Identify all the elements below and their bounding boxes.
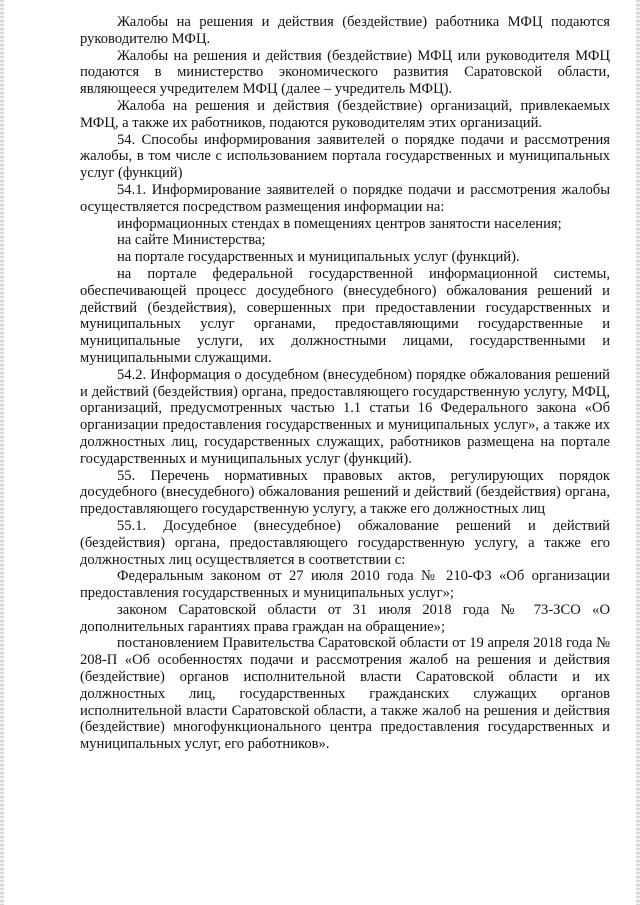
paragraph-resolution-208: постановлением Правительства Саратовской области от 19 апреля 2018 года № 208-П «Об особенностях подачи и рассмотрения жалоб на решения и действия (бездействие) органов исполнительной власти Саратовской области и их должностных лиц, государственных гражданских служащих органов исполнительной власти Саратовской области, а также жалоб на решения и действия (бездействие) многофункционального центра предоставления государственных и муниципальных услуг, его работников». <box>80 635 610 753</box>
scan-edge-left <box>0 0 4 905</box>
document-body <box>80 14 610 753</box>
paragraph-section-54: 54. Способы информирования заявителей о порядке подачи и рассмотрения жалобы, в том числе с использованием портала государственных и муниципальных услуг (функций) <box>80 131 610 182</box>
paragraph-section-55-1: 55.1. Досудебное (внесудебное) обжалование решений и действий (бездействия) органа, предоставляющего государственную услугу, а также его должностных лиц осуществляется в соответствии с: <box>80 517 610 568</box>
paragraph-section-55: 55. Перечень нормативных правовых актов, регулирующих порядок досудебного (внесудебного) обжалования решений и действий (бездействия) органа, предоставляющего государственную услугу, а также его должностных лиц <box>80 467 610 518</box>
paragraph-federal-system: на портале федеральной государственной информационной системы, обеспечивающей процесс досудебного (внесудебного) обжалования решений и действий (бездействия), совершенных при предоставлении государственных и муниципальных услуг органами, предоставляющими государственные и муниципальные услуги, их должностными лицами, государственными и муниципальными служащими. <box>80 265 610 366</box>
paragraph-info-stands: информационных стендах в помещениях центров занятости населения; <box>117 215 562 232</box>
paragraph-ministry-site: на сайте Министерства; <box>117 232 266 249</box>
paragraph-complaint-mfc-head: Жалобы на решения и действия (бездействие) МФЦ или руководителя МФЦ подаются в министерство экономического развития Саратовской области, являющееся учредителем МФЦ (далее – учредитель МФЦ). <box>80 47 610 98</box>
paragraph-complaint-organizations: Жалоба на решения и действия (бездействие) организаций, привлекаемых МФЦ, а также их работников, подаются руководителям этих организаций. <box>80 97 610 131</box>
paragraph-section-54-2: 54.2. Информация о досудебном (внесудебном) порядке обжалования решений и действий (бездействия) органа, предоставляющего государственную услугу, МФЦ, организаций, предусмотренных частью 1.1 статьи 16 Федерального закона «Об организации предоставления государственных и муниципальных услуг», а также их должностных лиц, государственных служащих, работников размещена на портале государственных и муниципальных услуг (функций). <box>80 366 610 467</box>
paragraph-gov-portal: на портале государственных и муниципальных услуг (функций). <box>117 249 520 266</box>
paragraph-regional-law-73: законом Саратовской области от 31 июля 2018 года № 73-ЗСО «О дополнительных гарантиях права граждан на обращение»; <box>80 601 610 635</box>
scan-edge-right <box>636 0 640 905</box>
paragraph-complaint-mfc-worker: Жалобы на решения и действия (бездействие) работника МФЦ подаются руководителю МФЦ. <box>80 14 610 47</box>
paragraph-section-54-1: 54.1. Информирование заявителей о порядке подачи и рассмотрения жалобы осуществляется посредством размещения информации на: <box>80 181 610 215</box>
paragraph-federal-law-210: Федеральным законом от 27 июля 2010 года № 210-ФЗ «Об организации предоставления государственных и муниципальных услуг»; <box>80 568 610 602</box>
